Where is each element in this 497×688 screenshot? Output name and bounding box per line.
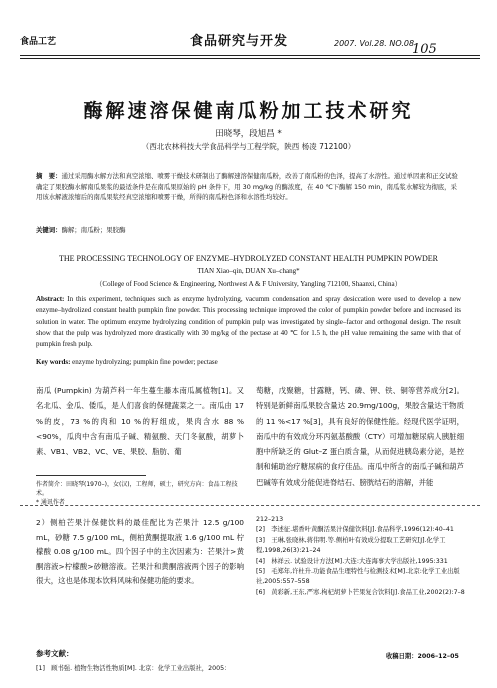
- keywords-cn: [36, 225, 461, 234]
- header-rule-thin: [20, 58, 480, 59]
- authors-cn: 田晓琴，段旭昌 *: [215, 129, 282, 139]
- abstract-en-label: Abstract:: [36, 295, 65, 303]
- issue-info: 2007. Vol.28. NO.08: [334, 39, 415, 48]
- journal-name: 食品研究与开发: [190, 34, 289, 49]
- reference-item: [4] 林祥云. 试验设计方法[M].大连:大连海事大学出版社,1995:331: [256, 557, 448, 565]
- received-date: 收稿日期：2006–12–05: [386, 653, 459, 660]
- abstract-en: [36, 294, 461, 350]
- article-divider: [20, 505, 480, 506]
- intro-column-left: 南瓜 (Pumpkin) 为葫芦科一年生蔓生藤本南瓜属植物[1]。又名北瓜、金瓜、倭瓜，是人们喜食的保健蔬菜之一。南瓜由 17 %的皮，73 %的肉和 10 %的籽组成，果肉含水 88 %<90%，瓜肉中含有南瓜子碱、精氨酸、天门冬氨酸，胡萝卜素、VB1、VB2、VC、VE、果胶、脂肪、葡: [36, 386, 244, 457]
- footnote: [36, 480, 244, 507]
- authors-en: TIAN Xiao–qin, DUAN Xu–chang*: [197, 267, 300, 275]
- abstract-en-text: In this experiment, techniques such as enzyme hydrolyzing, vacumm condensation and spray desiccation were used to develop a new enzyme–hydrolized constant health pumpkin fine powder. This processing technique improved the color of pumpkin powder before and increased its solution in water. The optimum enzyme hydrolyzing condition of pumpkin pulp was investigated by single–factor and orthogonal design. The result show that the pulp was hydrolyzed more drastically with 30 mg/kg of the pectase at 40 ℃ for 1.5 h, the pH value remaining the same with that of pumpkin fresh pulp.: [36, 295, 462, 349]
- keywords-en-text: enzyme hydrolyzing; pumpkin fine powder; pectase: [72, 358, 218, 366]
- abstract-cn: [36, 171, 461, 203]
- abstract-cn-text: 通过采用酶水解方法和真空浓缩、喷雾干燥技术研制出了酶解速溶保健南瓜粉，改善了南瓜粉的色泽，提高了水溶性。通过单因素和正交试验确定了果胶酶水解南瓜果浆的最适条件是在南瓜果原始的 pH 条件下，用 30 mg/kg 的酶浓度，在 40 ℃下酶解 150 min，南瓜浆水解较为彻底，采用该水解液浓缩后的南瓜果浆经真空浓缩和喷雾干燥，所得的南瓜粉色泽和水溶性均较好。: [36, 172, 458, 201]
- reference-item: [6] 黄彩新,王东,严寒.枸杞胡萝卜芒果复合饮料[J].食品工业,2002(2):7–8: [256, 588, 465, 596]
- affiliation-cn: （西北农林科技大学食品科学与工程学院，陕西 杨凌 712100）: [141, 142, 356, 151]
- abstract-cn-label: 摘 要：: [36, 172, 62, 180]
- paper-title-cn: 酶解速溶保健南瓜粉加工技术研究: [83, 100, 414, 122]
- reference-item: 212–213: [256, 516, 284, 523]
- references-list: [256, 515, 468, 598]
- section-label: 食品工艺: [20, 37, 57, 47]
- page-number: 105: [412, 42, 437, 57]
- keywords-cn-label: 关键词：: [36, 226, 62, 234]
- reference-item: [1] 顾书强. 植物生物活性物质[M]. 北京：化学工业出版社，2005：: [36, 665, 231, 672]
- paper-title-en: THE PROCESSING TECHNOLOGY OF ENZYME–HYDROLYZED CONSTANT HEALTH PUMPKIN POWDER: [58, 254, 438, 263]
- reference-item: [3] 王琳,张晓林,蒋伟明.等.侧柏叶有效成分提取工艺研究[J].化学工程,1998,26(3):21–24: [256, 536, 446, 555]
- reference-item: [5] 毛郑年,许杜升.功能食品生理特性与检测技术[M].北京:化学工业出版社,2005:557–558: [256, 568, 460, 586]
- keywords-en: [36, 358, 461, 366]
- footnote-corresponding: * 通讯作者: [36, 499, 65, 506]
- reference-item: [2] 李述征.堪香叶黄酮活果汁保健饮料[J].食品科学,1996(12):40–41: [256, 526, 454, 534]
- intro-column-right: 萄糖，戊聚糖，甘露糖，钙、磷、钾、铁、铜等营养成分[2]。特别是新鲜南瓜果胶含量达 20.9mg/100g，果胶含量达干物质的 11 %<17 %[3]，具有良好的保健性能。经现代医学证明，南瓜中的有效成分环丙氨基酸酸（CTY）可增加糖尿病人胰脏细胞中所缺乏的 Glut–Z 蛋白质含量，从而促进胰岛素分泌，是控制和辅助治疗糖尿病的食疗佳品。南瓜中所含的南瓜子碱和葫芦巴碱等有效成分能促进脊结石、膀胱结石的溶解，并能: [256, 386, 464, 487]
- references-title: 参考文献：: [36, 649, 74, 658]
- keywords-cn-text: 酶解；南瓜粉；果胶酶: [61, 226, 126, 234]
- conclusion-paragraph: 2）侧柏芒果汁保健饮料的最佳配比为芒果汁 12.5 g/100 mL，砂糖 7.5 g/100 mL，侧柏黄酮提取液 1.6 g/100 mL 柠檬酸 0.08 g/100 mL。四个因子中的主次因素为：芒果汁>黄酮溶液>柠檬酸>砂糖溶液。芒果汁和黄酮溶液两个因子的影响很大，这也是体现本饮料风味和保健功能的要求。: [36, 518, 244, 585]
- footnote-author: 作者简介：田晓琴(1970–)，女(汉)，工程师，硕士，研究方向：食品工程技术。: [36, 481, 238, 497]
- header-rule: [20, 55, 480, 56]
- keywords-en-label: Key words:: [36, 358, 71, 366]
- affiliation-en: （College of Food Science & Engineering, Northwest A & F University, Yangling 712100, Shaanxi, China）: [95, 280, 402, 288]
- footnote-rule: [36, 475, 146, 476]
